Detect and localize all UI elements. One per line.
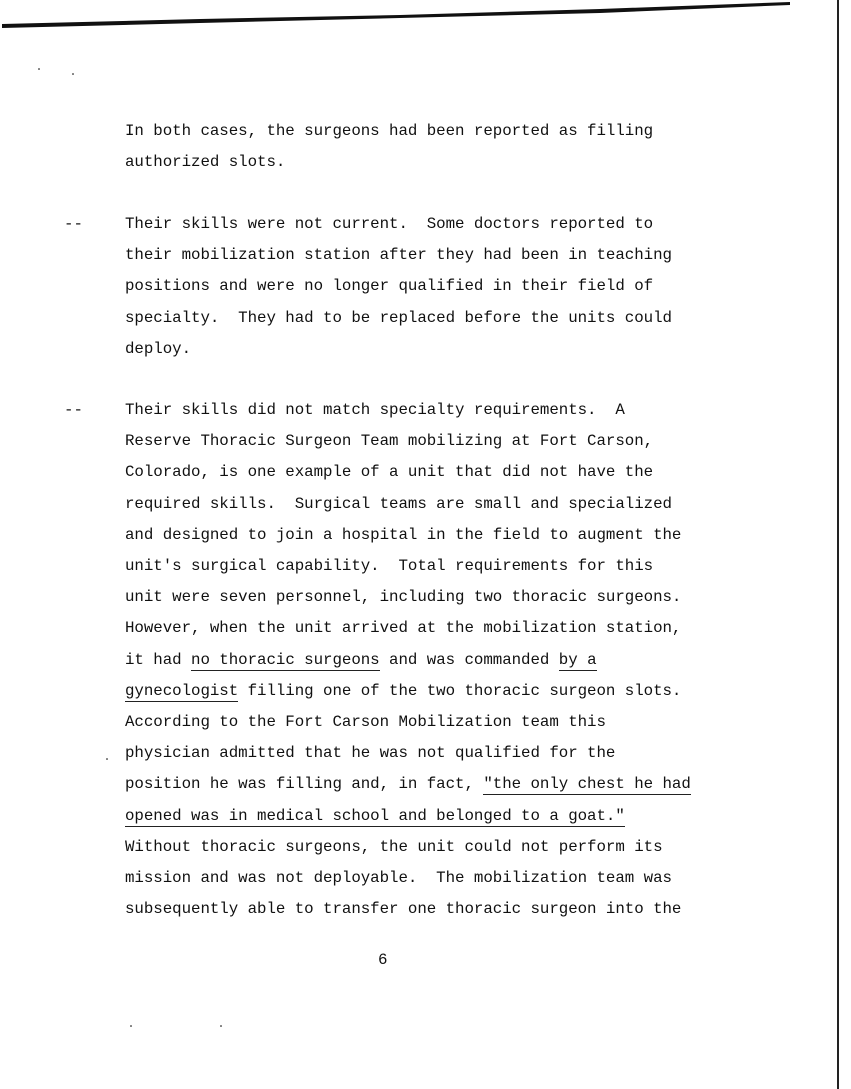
text-line: [125, 650, 597, 670]
text-segment: Their skills did not match specialty requirements. A: [125, 401, 625, 419]
text-line: [125, 587, 681, 607]
underlined-text: opened was in medical school and belonged to a goat.": [125, 806, 625, 825]
text-segment: required skills. Surgical teams are small and specialized: [125, 494, 672, 513]
text-segment: deploy.: [125, 339, 192, 358]
text-segment: specialty. They had to be replaced before the units could: [125, 308, 672, 327]
text-line: [125, 837, 663, 857]
text-segment: Colorado, is one example of a unit that did not have the: [125, 463, 654, 482]
underlined-text: by a: [558, 650, 597, 669]
text-line: [125, 681, 681, 701]
right-edge-rule: [837, 0, 839, 1089]
text-line: [125, 618, 681, 638]
page-number: 6: [378, 951, 388, 969]
text-segment: Reserve Thoracic Surgeon Team mobilizing at Fort Carson,: [125, 432, 654, 451]
text-line: [125, 868, 672, 888]
text-segment: subsequently able to transfer one thoracic surgeon into the: [125, 900, 682, 919]
underlined-text: no thoracic surgeons: [191, 650, 380, 669]
text-segment: However, when the unit arrived at the mobilization station,: [125, 619, 682, 638]
text-segment: Their skills were not current. Some doctors reported to: [125, 215, 654, 233]
text-line: [125, 400, 625, 420]
text-segment: Without thoracic surgeons, the unit could not perform its: [125, 837, 663, 856]
text-line: [125, 494, 672, 514]
text-line: [125, 806, 625, 826]
text-line: [125, 431, 653, 451]
text-segment: and designed to join a hospital in the field to augment the: [125, 525, 682, 544]
text-line: [125, 214, 653, 234]
text-line: [125, 525, 681, 545]
scan-speck: [220, 1025, 222, 1027]
text-line: [125, 556, 653, 576]
underlined-text: gynecologist: [125, 681, 239, 700]
text-segment: mission and was not deployable. The mobilization team was: [125, 869, 672, 887]
text-line: [125, 308, 672, 328]
underlined-text: "the only chest he had: [483, 775, 691, 794]
scan-speck: [38, 68, 40, 70]
text-line: [125, 276, 653, 296]
text-line: [125, 245, 672, 265]
text-line: [125, 712, 606, 732]
text-segment: positions and were no longer qualified in their field of: [125, 277, 654, 296]
scan-speck: [106, 758, 108, 760]
text-line: [125, 339, 191, 359]
text-line: [125, 774, 691, 794]
text-segment: In both cases, the surgeons had been reported as filling: [125, 122, 654, 140]
text-segment: authorized slots.: [125, 153, 286, 172]
text-segment: it had: [125, 650, 192, 669]
text-line: [125, 899, 681, 919]
text-segment: According to the Fort Carson Mobilization team this: [125, 713, 606, 731]
list-bullet-dash: --: [64, 215, 83, 233]
top-rule: [0, 0, 851, 40]
text-line: [125, 462, 653, 482]
text-segment: physician admitted that he was not qualified for the: [125, 744, 616, 763]
text-segment: unit were seven personnel, including two thoracic surgeons.: [125, 588, 682, 607]
list-bullet-dash: --: [64, 401, 83, 419]
text-line: [125, 152, 285, 172]
text-segment: position he was filling and, in fact,: [125, 775, 484, 794]
text-segment: filling one of the two thoracic surgeon slots.: [238, 681, 682, 700]
scan-speck: [72, 73, 74, 75]
scan-speck: [130, 1025, 132, 1027]
text-line: [125, 743, 615, 763]
text-segment: and was commanded: [379, 650, 559, 669]
text-segment: unit's surgical capability. Total requirements for this: [125, 557, 654, 575]
text-segment: their mobilization station after they had been in teaching: [125, 246, 672, 265]
text-line: [125, 121, 653, 141]
